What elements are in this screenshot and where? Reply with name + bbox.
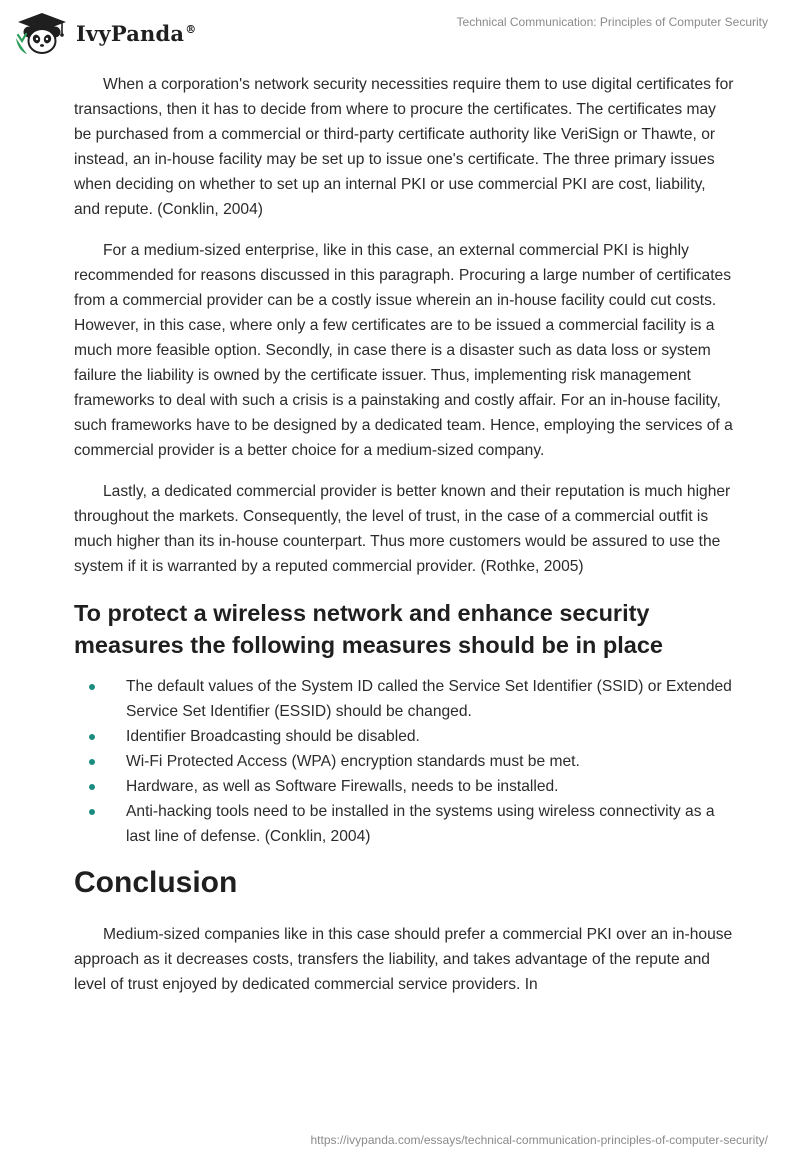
bullet-dot-icon	[89, 684, 95, 690]
panda-graduate-icon	[14, 8, 70, 56]
list-item	[74, 674, 734, 724]
bullet-dot-icon	[89, 784, 95, 790]
paragraph-reputation: Lastly, a dedicated commercial provider is better known and their reputation is much higher throughout the markets. Consequently, the level of trust, in the case of a commercial outfit is much higher than its in-house counterpart. Thus more customers would be assured to use the system if it is warranted by a reputed commercial provider. (Rothke, 2005)	[74, 483, 731, 575]
list-item-text: The default values of the System ID called the Service Set Identifier (SSID) or Extended Service Set Identifier (ESSID) should be changed.	[126, 678, 732, 720]
list-item	[74, 799, 734, 849]
bullet-dot-icon	[89, 809, 95, 815]
bullet-dot-icon	[89, 734, 95, 740]
brand-name: IvyPanda®	[76, 20, 197, 46]
ivypanda-logo[interactable]	[14, 8, 196, 56]
page-header	[0, 0, 800, 60]
wireless-section-heading: To protect a wireless network and enhance security measures the following measures should be in place	[74, 600, 663, 658]
paragraph-conclusion: Medium-sized companies like in this case should prefer a commercial PKI over an in-house approach as it decreases costs, transfers the liability, and takes advantage of the repute and level of trust enjoyed by dedicated commercial service providers. In	[74, 926, 733, 993]
registered-mark: ®	[185, 22, 197, 36]
source-url[interactable]: https://ivypanda.com/essays/technical-communication-principles-of-computer-security/	[310, 1133, 768, 1147]
conclusion-heading: Conclusion	[74, 866, 238, 899]
list-item	[74, 724, 734, 749]
list-item-text: Wi-Fi Protected Access (WPA) encryption standards must be met.	[126, 753, 580, 770]
list-item	[74, 749, 734, 774]
list-item	[74, 774, 734, 799]
paragraph-medium-enterprise: For a medium-sized enterprise, like in this case, an external commercial PKI is highly recommended for reasons discussed in this paragraph. Procuring a large number of certificates from a commercial provider can be a costly issue wherein an in-house facility could cut costs. However, in this case, where only a few certificates are to be issued a commercial facility is a much more feasible option. Secondly, in case there is a disaster such as data loss or system failure the liability is owned by the certificate issuer. Thus, implementing risk management frameworks to deal with such a crisis is a painstaking and costly affair. For an in-house facility, such frameworks have to be designed by a dedicated team. Hence, employing the services of a commercial provider is a better choice for a medium-sized company.	[74, 242, 733, 459]
list-item-text: Anti-hacking tools need to be installed in the systems using wireless connectivity as a last line of defense. (Conklin, 2004)	[126, 803, 715, 845]
paragraph-certificates: When a corporation's network security necessities require them to use digital certificates for transactions, then it has to decide from where to procure the certificates. The certificates may be purchased from a commercial or third-party certificate authority like VeriSign or Thawte, or instead, an in-house facility may be set up to issue one's certificate. The three primary issues when deciding on whether to set up an internal PKI or use commercial PKI are cost, liability, and repute. (Conklin, 2004)	[74, 76, 734, 218]
article-body	[74, 72, 734, 1013]
list-item-text: Hardware, as well as Software Firewalls, needs to be installed.	[126, 778, 559, 795]
list-item-text: Identifier Broadcasting should be disabled.	[126, 728, 420, 745]
bullet-dot-icon	[89, 759, 95, 765]
document-title: Technical Communication: Principles of Computer Security	[456, 15, 768, 29]
wireless-measures-list	[74, 674, 734, 849]
